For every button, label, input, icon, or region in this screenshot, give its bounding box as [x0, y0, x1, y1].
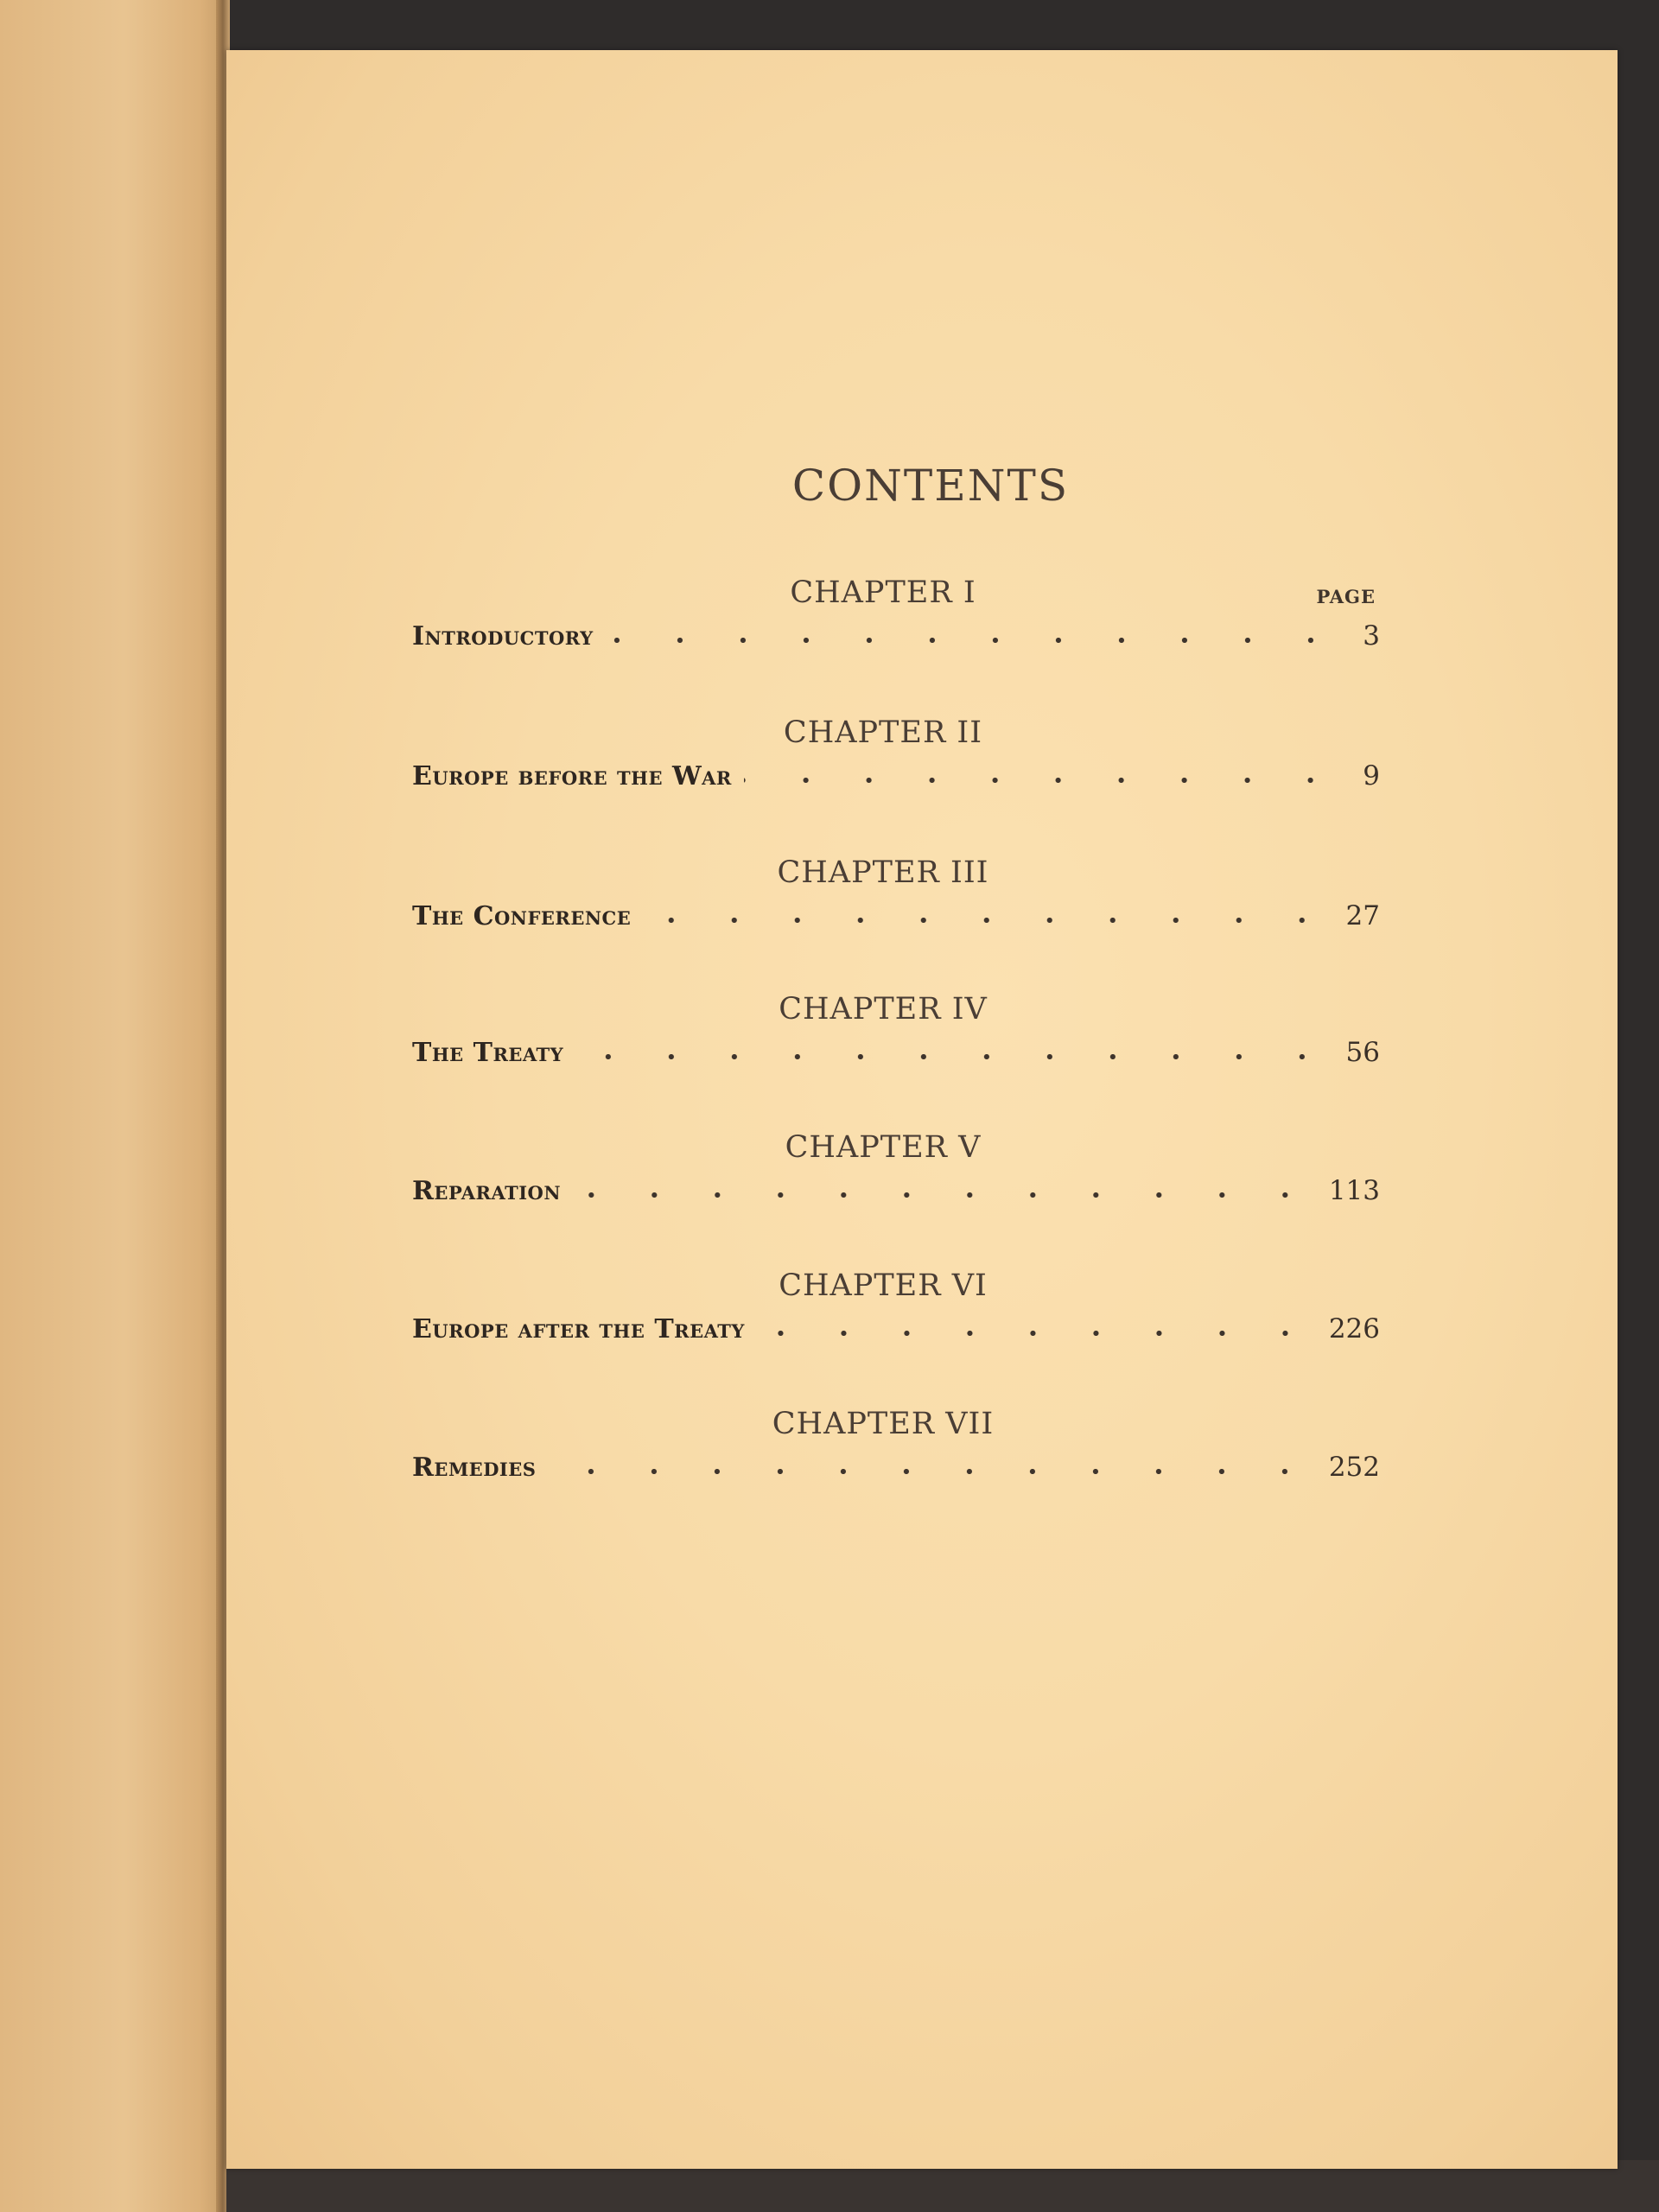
toc-entry	[226, 1130, 1618, 1243]
toc-entry	[226, 992, 1618, 1104]
toc-entry	[226, 1407, 1618, 1519]
chapter-title: Europe before the War	[412, 761, 732, 791]
dot-leader	[573, 1192, 1317, 1198]
toc-row	[412, 900, 1380, 940]
chapter-title: Remedies	[412, 1452, 537, 1483]
dot-leader	[744, 778, 1342, 783]
page-column-label: PAGE	[1316, 586, 1376, 607]
toc-row	[412, 1313, 1380, 1353]
chapter-title: Reparation	[412, 1176, 562, 1206]
chapter-title: The Conference	[412, 901, 632, 931]
page-number: 113	[1328, 1175, 1380, 1206]
chapter-heading: CHAPTER VII	[772, 1407, 995, 1441]
dot-leader	[757, 1331, 1317, 1336]
dot-leader	[548, 1469, 1316, 1474]
page-number: 3	[1363, 620, 1380, 652]
chapter-heading: CHAPTER IV	[779, 992, 988, 1027]
toc-entry	[226, 575, 1618, 688]
chapter-title: Introductory	[412, 621, 594, 652]
chapter-heading: CHAPTER VI	[779, 1268, 988, 1303]
chapter-heading: CHAPTER I	[790, 575, 976, 610]
chapter-heading: CHAPTER V	[785, 1130, 982, 1165]
dot-leader	[606, 638, 1342, 643]
chapter-heading: CHAPTER III	[777, 855, 989, 890]
page-number: 56	[1345, 1037, 1380, 1068]
dot-leader	[643, 918, 1333, 923]
page-number: 27	[1345, 900, 1380, 931]
toc-row	[412, 1037, 1380, 1077]
chapter-heading: CHAPTER II	[783, 715, 983, 750]
dot-leader	[575, 1054, 1333, 1059]
toc-row	[412, 620, 1380, 660]
left-page-edge	[0, 0, 226, 2212]
toc-row	[412, 1452, 1380, 1491]
toc-row	[412, 1175, 1380, 1215]
page-number: 9	[1363, 760, 1380, 791]
table-of-contents	[226, 50, 1618, 2169]
contents-page	[226, 50, 1618, 2169]
page-title: CONTENTS	[791, 461, 1070, 511]
toc-entry	[226, 1268, 1618, 1381]
toc-entry	[226, 855, 1618, 968]
chapter-title: Europe after the Treaty	[412, 1314, 745, 1344]
toc-row	[412, 760, 1380, 800]
page-number: 226	[1328, 1313, 1380, 1344]
chapter-title: The Treaty	[412, 1038, 564, 1068]
page-number: 252	[1328, 1452, 1380, 1483]
toc-entry	[226, 715, 1618, 828]
